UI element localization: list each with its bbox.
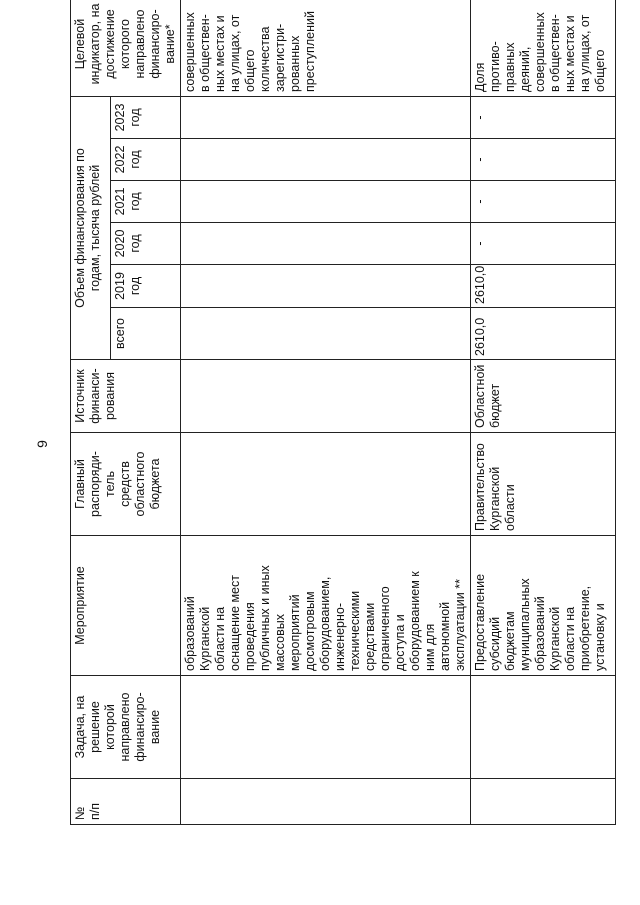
cell-2023 (181, 96, 471, 138)
cell-2019 (181, 265, 471, 308)
cell-manager: Правительство Курганской области (471, 433, 616, 536)
page-number: 9 (33, 440, 50, 448)
header-task: Задача, на решение которой направлено финансиро- вание (71, 676, 181, 779)
header-funding-group: Объем финансирования по годам, тысяча рублей (71, 96, 111, 359)
cell-2021: - (471, 181, 616, 223)
cell-total (181, 308, 471, 360)
rotated-table-container (70, 3, 615, 825)
cell-2022: - (471, 139, 616, 181)
header-source: Источник финанси- рования (71, 360, 181, 433)
header-row-1 (71, 0, 111, 825)
cell-2021 (181, 181, 471, 223)
cell-indicator: Доля противо- правных деяний, совершенных в обществен- ных местах и на улицах, от общего (471, 0, 616, 96)
cell-measure: образований Курганской области на оснащение мест проведения публичных и иных массовых мероприятий досмотровым оборудованием, инженерно- техническими средствами ограниченного доступа и оборудованием к ним для автономной эксплуатации ** (181, 536, 471, 676)
header-num: № п/п (71, 779, 181, 825)
header-indicator: Целевой индикатор, на достижение которого направлено финансиро- вание* (71, 0, 181, 96)
cell-num (181, 779, 471, 825)
cell-2022 (181, 139, 471, 181)
cell-2023: - (471, 96, 616, 138)
cell-total: 2610,0 (471, 308, 616, 360)
cell-source: Областной бюджет (471, 360, 616, 433)
header-2020: 2020 год (111, 223, 181, 265)
table-row (471, 0, 616, 825)
cell-manager (181, 433, 471, 536)
header-2019: 2019 год (111, 265, 181, 308)
header-2022: 2022 год (111, 139, 181, 181)
header-total: всего (111, 308, 181, 360)
cell-num (471, 779, 616, 825)
header-2023: 2023 год (111, 96, 181, 138)
header-measure: Мероприятие (71, 536, 181, 676)
cell-task (471, 676, 616, 779)
header-manager: Главный распоряди- тель средств областного бюджета (71, 433, 181, 536)
cell-2020: - (471, 223, 616, 265)
cell-2020 (181, 223, 471, 265)
cell-2019: 2610,0 (471, 265, 616, 308)
financing-table (70, 0, 616, 825)
cell-source (181, 360, 471, 433)
table-row (181, 0, 471, 825)
cell-indicator: совершенных в обществен- ных местах и на улицах, от общего количества зарегистри- рованных преступлений (181, 0, 471, 96)
cell-task (181, 676, 471, 779)
header-2021: 2021 год (111, 181, 181, 223)
cell-measure: Предоставление субсидий бюджетам муниципальных образований Курганской области на приобретение, установку и (471, 536, 616, 676)
